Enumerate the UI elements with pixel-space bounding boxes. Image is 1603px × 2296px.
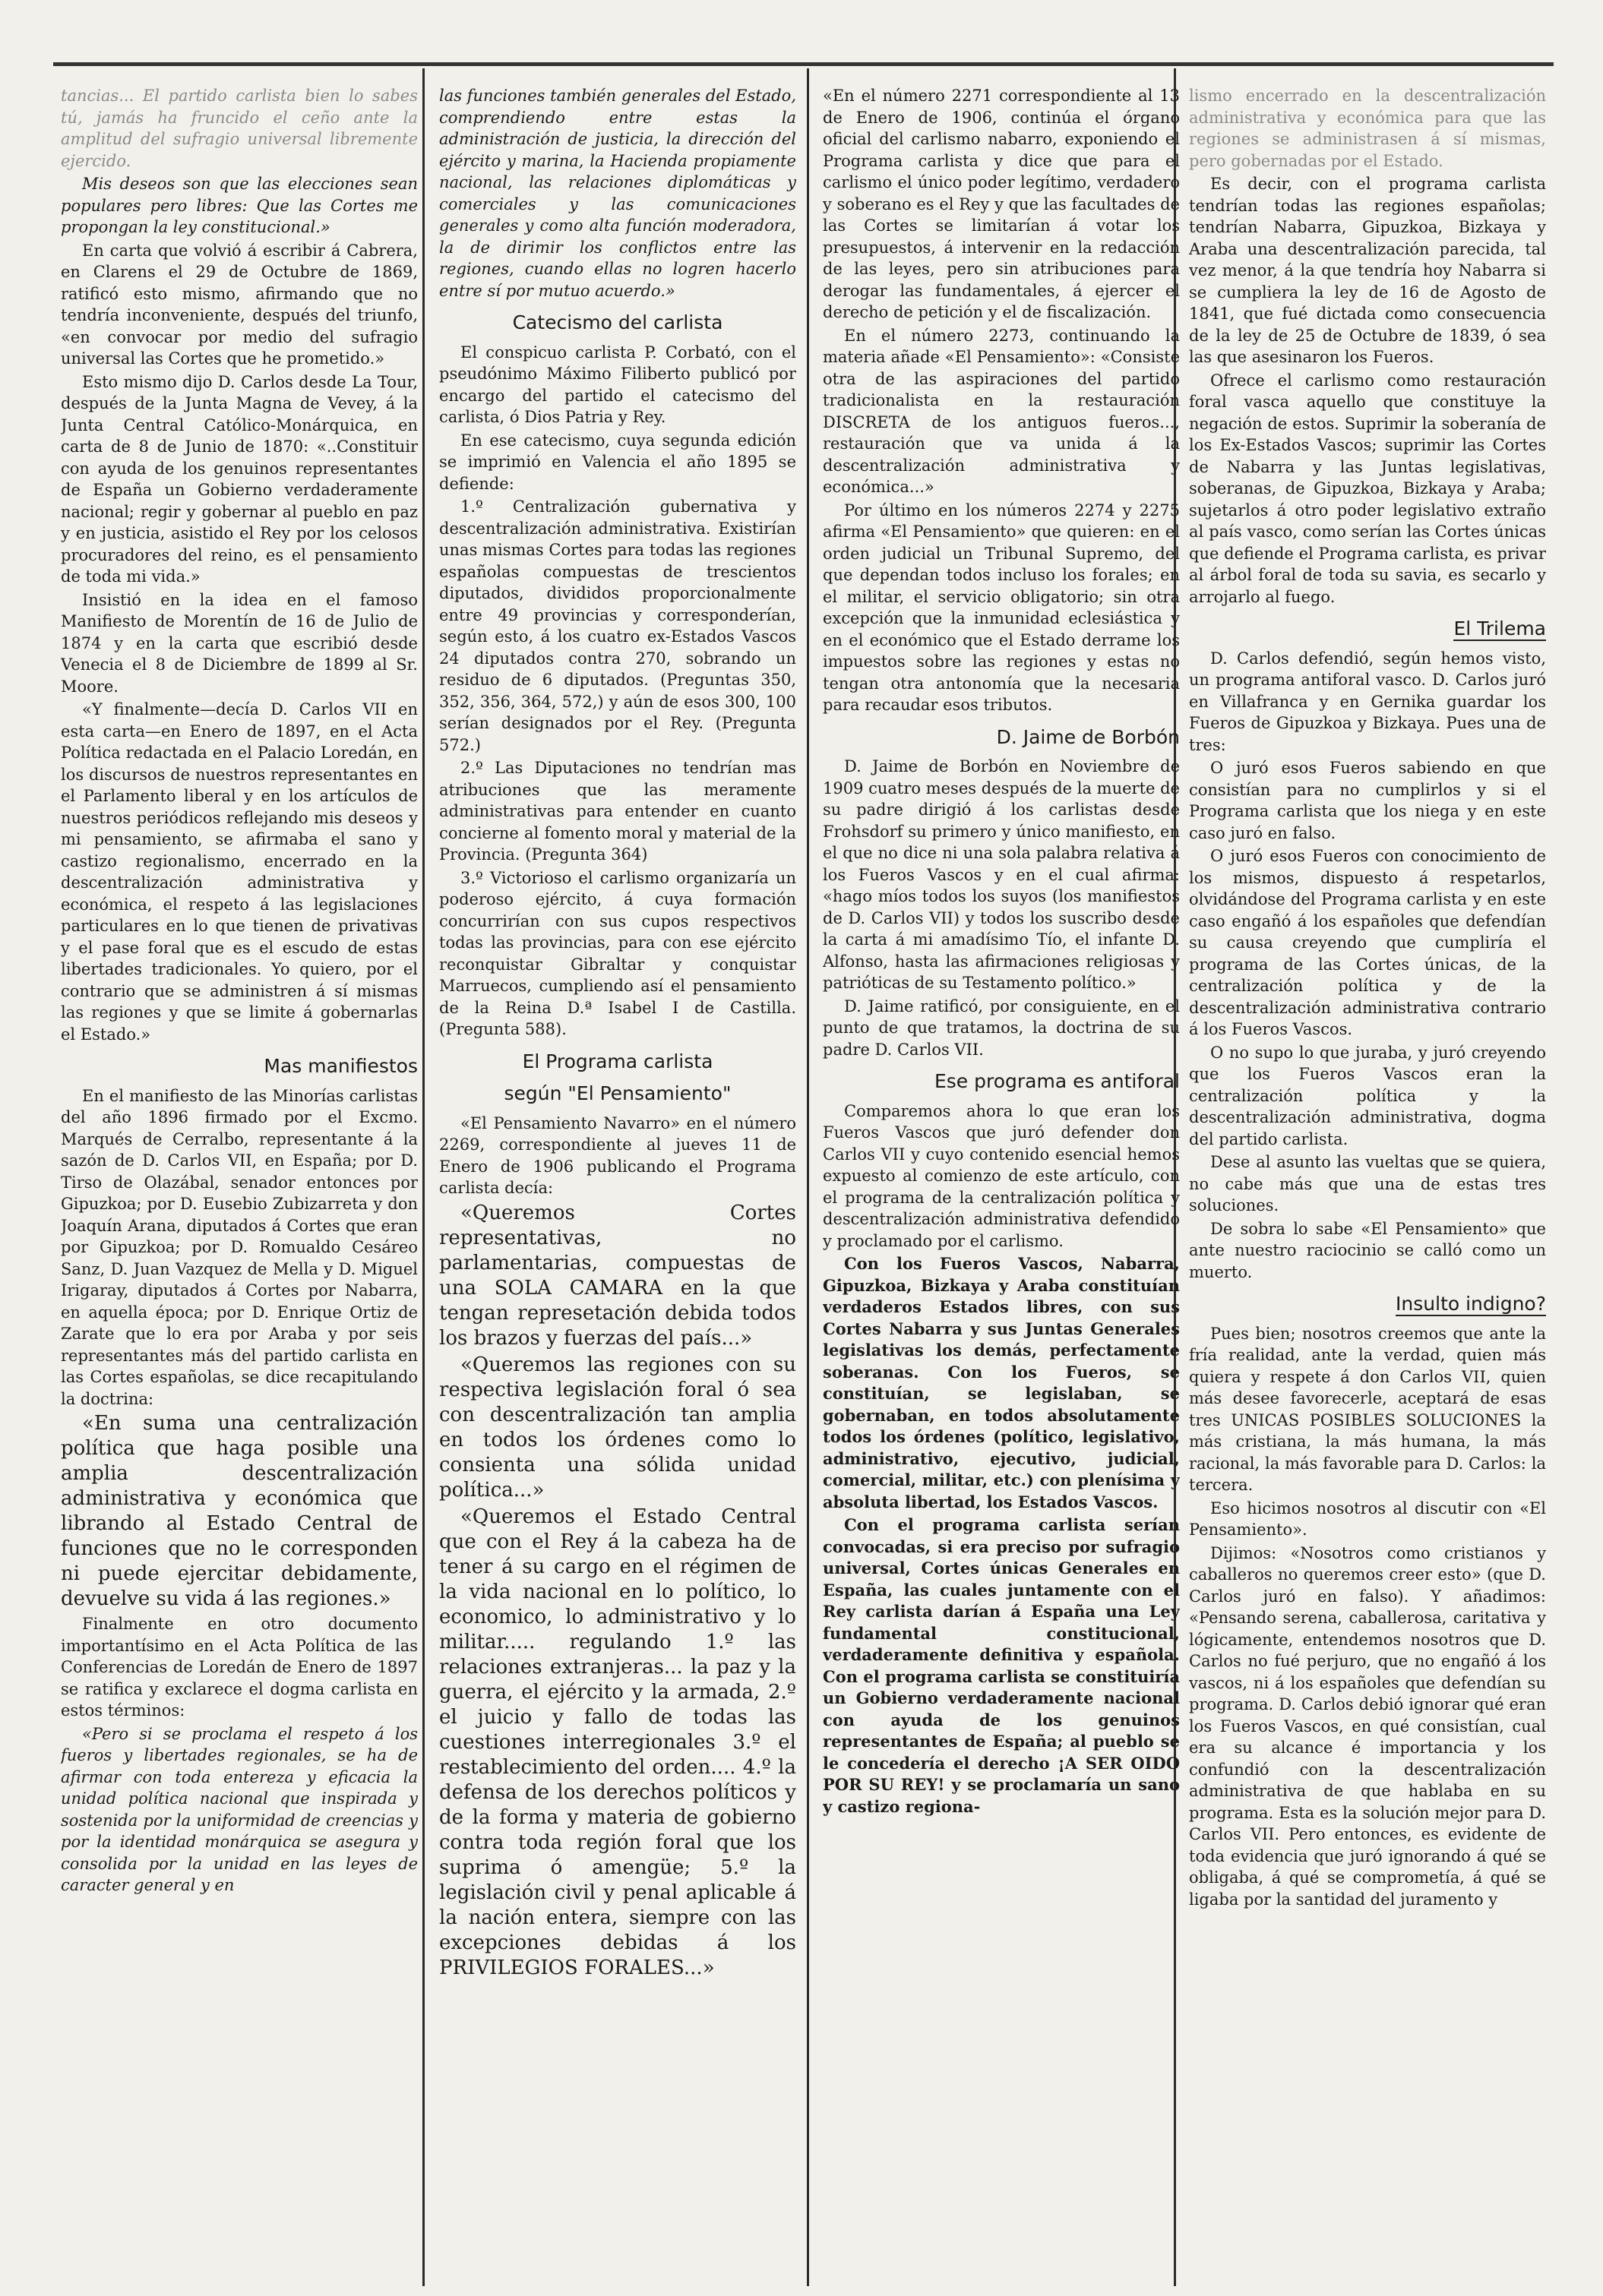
paragraph: D. Jaime de Borbón en Noviembre de 1909 cuatro meses después de la muerte de su padre dirigió á los carlistas desde Frohsdorf su primero y único manifiesto, en el que no dice ni una sola palabra relativa á los Fueros Vascos y en el cual afirma: «hago míos todos los suyos (los manifiestos de D. Carlos VII) y todos los suscribo desde la carta á mi amadísimo Tío, el infante D. Alfonso, hasta las afirmaciones religiosas y patrióticas de su Testamento político.» (823, 757, 1180, 992)
paragraph: «Pero si se proclama el respeto á los fueros y libertades regionales, se ha de afirmar con toda entereza y eficacia la unidad política nacional que inspirada y sostenida por la uniformidad de creencias y por la identidad monárquica se asegura y consolida por la unidad en las leyes de caracter general y en (61, 1724, 418, 1894)
paragraph: «Queremos el Estado Central que con el Rey á la cabeza ha de tener á su cargo en el régimen de la vida nacional en lo político, lo economico, lo administrativo y lo militar..... regulando 1.º las relaciones extranjeras... la paz y la guerra, el ejército y la armada, 2.º el juicio y fallo de todas las cuestiones interregionales 3.º el restablecimiento del orden.... 4.º la defensa de los derechos políticos y de la forma y materia de gobierno contra toda región foral que los suprima ó amengüe; 5.º la legislación civil y penal aplicable á la nación entera, siempre con las excepciones debidas á los PRIVILEGIOS FORALES...» (439, 1505, 796, 1979)
column-3 (823, 85, 1180, 2265)
paragraph: Con el programa carlista serían convocadas, si era preciso por sufragio universal, Cortes únicas Generales en España, las cuales juntamente con el Rey carlista darían á España una Ley fundamental constitucional, verdaderamente definitiva y española. Con el programa carlista se constituiría un Gobierno verdaderamente nacional con ayuda de los genuinos representantes de España; al pueblo se le concedería el derecho ¡A SER OIDO POR SU REY! y se proclamaría un sano y castizo regiona- (823, 1515, 1180, 1816)
paragraph: El conspicuo carlista P. Corbató, con el pseudónimo Máximo Filiberto publicó por encargo del partido el catecismo del carlista, ó Dios Patria y Rey. (439, 343, 796, 426)
column-rule (422, 68, 425, 2286)
paragraph: «El Pensamiento Navarro» en el número 2269, correspondiente al jueves 11 de Enero de 1906 publicando el Programa carlista decía: (439, 1113, 796, 1197)
paragraph: Finalmente en otro documento importantísimo en el Acta Política de las Conferencias de Loredán de Enero de 1897 se ratifica y exclarece el dogma carlista en estos términos: (61, 1615, 418, 1720)
paragraph: Eso hicimos nosotros al discutir con «El Pensamiento». (1189, 1499, 1546, 1539)
section-heading: El Programa carlista (522, 1050, 713, 1072)
column-rule (807, 68, 809, 2286)
paragraph: Con los Fueros Vascos, Nabarra, Gipuzkoa, Bizkaya y Araba constituían verdaderos Estados libres, con sus Cortes Nabarra y sus Juntas Generales legislativas los demás, perfectamente soberanas. Con los Fueros, se constituían, se legislaban, se gobernaban, en todos absolutamente todos los órdenes (político, legislativo, administrativo, ejecutivo, judicial, comercial, militar, etc.) con plenísima y absoluta libertad, los Estados Vascos. (823, 1254, 1180, 1511)
section-heading: D. Jaime de Borbón (996, 725, 1180, 748)
paragraph: Pues bien; nosotros creemos que ante la fría realidad, ante la verdad, quien más quiera y respete á don Carlos VII, quien más desee favorecerle, aceptará de esas tres UNICAS POSIBLES SOLUCIONES la más cristiana, la más humana, la más racional, la más favorable para D. Carlos: la tercera. (1189, 1324, 1546, 1494)
paragraph: Ofrece el carlismo como restauración foral vasca aquello que constituye la negación de estos. Suprimir la soberanía de los Ex-Estados Vascos; suprimir las Cortes de Nabarra y las Juntas legislativas, soberanas, de Gipuzkoa, Bizkaya y Araba; sujetarlos á otro poder legislativo extraño al país vasco, como serían las Cortes únicas que defiende el Programa carlista, es privar al árbol foral de toda su savia, es secarlo y arrojarlo al fuego. (1189, 371, 1546, 606)
paragraph: Insistió en la idea en el famoso Manifiesto de Morentín de 16 de Julio de 1874 y en la carta que escribió desde Venecia el 8 de Diciembre de 1899 al Sr. Moore. (61, 590, 418, 696)
paragraph: «Queremos Cortes representativas, no parlamentarias, compuestas de una SOLA CAMARA en la que tengan represetación debida todos los brazos y fuerzas del país...» (439, 1201, 796, 1350)
column-2 (439, 85, 796, 2265)
paragraph: Dese al asunto las vueltas que se quiera, no cabe más que una de estas tres soluciones. (1189, 1153, 1546, 1214)
paragraph: O no supo lo que juraba, y juró creyendo que los Fueros Vascos eran la centralización política y la descentralización administrativa, dogma del partido carlista. (1189, 1043, 1546, 1148)
paragraph: «En el número 2271 correspondiente al 13 de Enero de 1906, continúa el órgano oficial del carlismo nabarro, exponiendo el Programa carlista y dice que para el carlismo el único poder legítimo, verdadero y soberano es el Rey y que las facultades de las Cortes se limitarían á votar los presupuestos, á intervenir en la redacción de las leyes, pero sin atribuciones para derogar las fundamentales, á ejercer el derecho de petición y el de fiscalización. (823, 87, 1180, 321)
paragraph: En el manifiesto de las Minorías carlistas del año 1896 firmado por el Excmo. Marqués de Cerralbo, representante á la sazón de D. Carlos VII, en España; por D. Tirso de Olazábal, senador entonces por Gipuzkoa; por D. Eusebio Zubizarreta y don Joaquín Arana, diputados á Cortes que eran por Gipuzkoa; por D. Romualdo Cesáreo Sanz, D. Juan Vazquez de Mella y D. Miguel Irigaray, diputados á Cortes por Nabarra, en aquella época; por D. Enrique Ortiz de Zarate que lo era por Araba y por seis representantes más del partido carlista en las Cortes españolas, se dice recapitulando la doctrina: (61, 1086, 418, 1408)
paragraph: 3.º Victorioso el carlismo organizaría un poderoso ejército, á cuya formación concurrirían con sus cupos respectivos todas las provincias, para con ese ejército reconquistar Gibraltar y conquistar Marruecos, cumpliendo así el pensamiento de la Reina D.ª Isabel I de Castilla. (Pregunta 588). (439, 868, 796, 1038)
section-heading-text: Insulto indigno? (1396, 1293, 1546, 1315)
section-heading: Mas manifiestos (264, 1055, 418, 1077)
paragraph: O juró esos Fueros sabiendo en que consistían para no cumplirlos y si el Programa carlista que los niega y en este caso juró en falso. (1189, 759, 1546, 842)
paragraph: Dijimos: «Nosotros como cristianos y caballeros no queremos creer esto» (que D. Carlos juró en falso). Y añadimos: «Pensando serena, caballerosa, caritativa y lógicamente, entendemos nosotros que D. Carlos no fué perjuro, que no engañó á los vascos, ni á los españoles que defendían su programa. D. Carlos debió ignorar qué eran los Fueros Vascos, en qué consistían, cual era su alcance é importancia y los confundió con la descentralización administrativa de que hablaba en su programa. Esta es la solución mejor para D. Carlos VII. Pero entonces, es evidente de toda evidencia que juró ignorando á qué se obligaba, á qué se comprometía, á qué se ligaba por la santidad del juramento y (1189, 1543, 1546, 1909)
section-heading (1189, 618, 1546, 640)
section-heading: Catecismo del carlista (512, 311, 723, 333)
paragraph: D. Carlos defendió, según hemos visto, un programa antiforal vasco. D. Carlos juró en Villafranca y en Gernika guardar los Fueros de Gipuzkoa y Bizkaya. Pues una de tres: (1189, 649, 1546, 754)
paragraph: Por último en los números 2274 y 2275 afirma «El Pensamiento» que quieren: en el orden judicial un Tribunal Supremo, del que dependan todos incluso los forales; en el militar, el servicio obligatorio; sin otra excepción que la inmunidad eclesiástica y en el económico que el Estado derrame los impuestos sobre las regiones y estas no tengan otra antonomía que la necesaria para recaudar esos tributos. (823, 501, 1180, 714)
paragraph: Mis deseos son que las elecciones sean populares pero libres: Que las Cortes me propongan la ley constitucional.» (61, 175, 418, 236)
section-heading-text: El Trilema (1453, 617, 1546, 640)
paragraph: Comparemos ahora lo que eran los Fueros Vascos que juró defender don Carlos VII y cuyo contenido esencial hemos expuesto al comienzo de este artículo, con el programa de la centralización política y descentralización administrativa defendido y proclamado por el carlismo. (823, 1101, 1180, 1250)
paragraph: las funciones también generales del Estado, comprendiendo entre estas la administración de justicia, la dirección del ejército y marina, la Hacienda propiamente nacional, las relaciones diplomáticas y comerciales y las comunicaciones generales y como alta función moderadora, la de dirimir los conflictos entre las regiones, cuando ellas no logren hacerlo entre sí por mutuo acuerdo.» (439, 87, 796, 300)
section-heading (1189, 1293, 1546, 1315)
paragraph: lismo encerrado en la descentralización administrativa y económica para que las regiones se administrasen á sí mismas, pero gobernadas por el Estado. (1189, 87, 1546, 170)
paragraph: «En suma una centralización política que haga posible una amplia descentralización administrativa y económica que librando al Estado Central de funciones que no le corresponden ni puede ejercitar debidamente, devuelve su vida á las regiones.» (61, 1412, 418, 1610)
paragraph: D. Jaime ratificó, por consiguiente, en el punto de que tratamos, la doctrina de su padre D. Carlos VII. (823, 996, 1180, 1059)
paragraph: «Queremos las regiones con su respectiva legislación foral ó sea con descentralización tan amplia en todos los órdenes como lo consienta una sólida unidad política...» (439, 1353, 796, 1502)
paragraph: 2.º Las Diputaciones no tendrían mas atribuciones que las meramente administrativas para entender en cuanto concierne al fomento moral y material de la Provincia. (Pregunta 364) (439, 759, 796, 864)
paragraph: En el número 2273, continuando la materia añade «El Pensamiento»: «Consiste otra de las aspiraciones del partido tradicionalista en la restauración DISCRETA de los antiguos fueros..., restauración que va unida á la descentralización administrativa y económica...» (823, 326, 1180, 496)
paragraph: De sobra lo sabe «El Pensamiento» que ante nuestro raciocinio se calló como un muerto. (1189, 1219, 1546, 1281)
section-heading: Ese programa es antiforal (934, 1070, 1180, 1092)
paragraph: Esto mismo dijo D. Carlos desde La Tour, después de la Junta Magna de Vevey, á la Junta Central Católico-Monárquica, en carta de 8 de Junio de 1870: «..Constituir con ayuda de los genuinos representantes de España un Gobierno verdaderamente nacional; regir y gobernar al pueblo en paz y en justicia, asistido el Rey por los celosos procuradores del reino, es el pensamiento de toda mi vida.» (61, 372, 418, 586)
column-1 (61, 85, 418, 2265)
paragraph: Es decir, con el programa carlista tendrían todas las regiones españolas; tendrían Nabarra, Gipuzkoa, Bizkaya y Araba una descentralización parecida, tal vez menor, á la que tendría hoy Nabarra si se cumpliera la ley de 16 de Agosto de 1841, que fué dictada como consecuencia de la ley de 25 de Octubre de 1839, ó sea las que asesinaron los Fueros. (1189, 175, 1546, 366)
section-subheading: según "El Pensamiento" (504, 1082, 732, 1104)
column-4 (1189, 85, 1546, 2265)
paragraph: O juró esos Fueros con conocimiento de los mismos, dispuesto á respetarlos, olvidándose del Programa carlista y en este caso engañó á los españoles que defendían su causa creyendo que cumpliría el programa de las Cortes únicas, de la centralización política y de la descentralización administrativa contrario á los Fueros Vascos. (1189, 847, 1546, 1038)
top-rule (53, 62, 1554, 66)
paragraph: «Y finalmente—decía D. Carlos VII en esta carta—en Enero de 1897, en el Acta Política redactada en el Palacio Loredán, en los discursos de nuestros representantes en el Parlamento liberal y en los artículos de nuestros periódicos reflejando mis deseos y mi pensamiento, se afirmaba el sano y castizo regionalismo, encerrado en la descentralización administrativa y económica, el respeto á las legislaciones particulares en lo que tienen de privativas y el pase foral que es el escudo de estas libertades tradicionales. Yo quiero, por el contrario que se administren á sí mismas las regiones y que se limite á gobernarlas el Estado.» (61, 700, 418, 1044)
paragraph: 1.º Centralización gubernativa y descentralización administrativa. Existirían unas mismas Cortes para todas las regiones españolas compuestas de trescientos diputados, divididos proporcionalmente entre 49 provincias y corresponderían, según esto, á los cuatro ex-Estados Vascos 24 diputados contra 270, sobrando un residuo de 6 diputados. (Preguntas 350, 352, 356, 364, 572,) y aún de esos 300, 100 serían designados por el Rey. (Pregunta 572.) (439, 497, 796, 754)
paragraph: En ese catecismo, cuya segunda edición se imprimió en Valencia el año 1895 se defiende: (439, 431, 796, 493)
paragraph: En carta que volvió á escribir á Cabrera, en Clarens el 29 de Octubre de 1869, ratificó esto mismo, afirmando que no tendría inconveniente, después del triunfo, «en convocar por medio del sufragio universal las Cortes que he prometido.» (61, 241, 418, 368)
paragraph: tancias... El partido carlista bien lo sabes tú, jamás ha fruncido el ceño ante la amplitud del sufragio universal libremente ejercido. (61, 87, 418, 170)
